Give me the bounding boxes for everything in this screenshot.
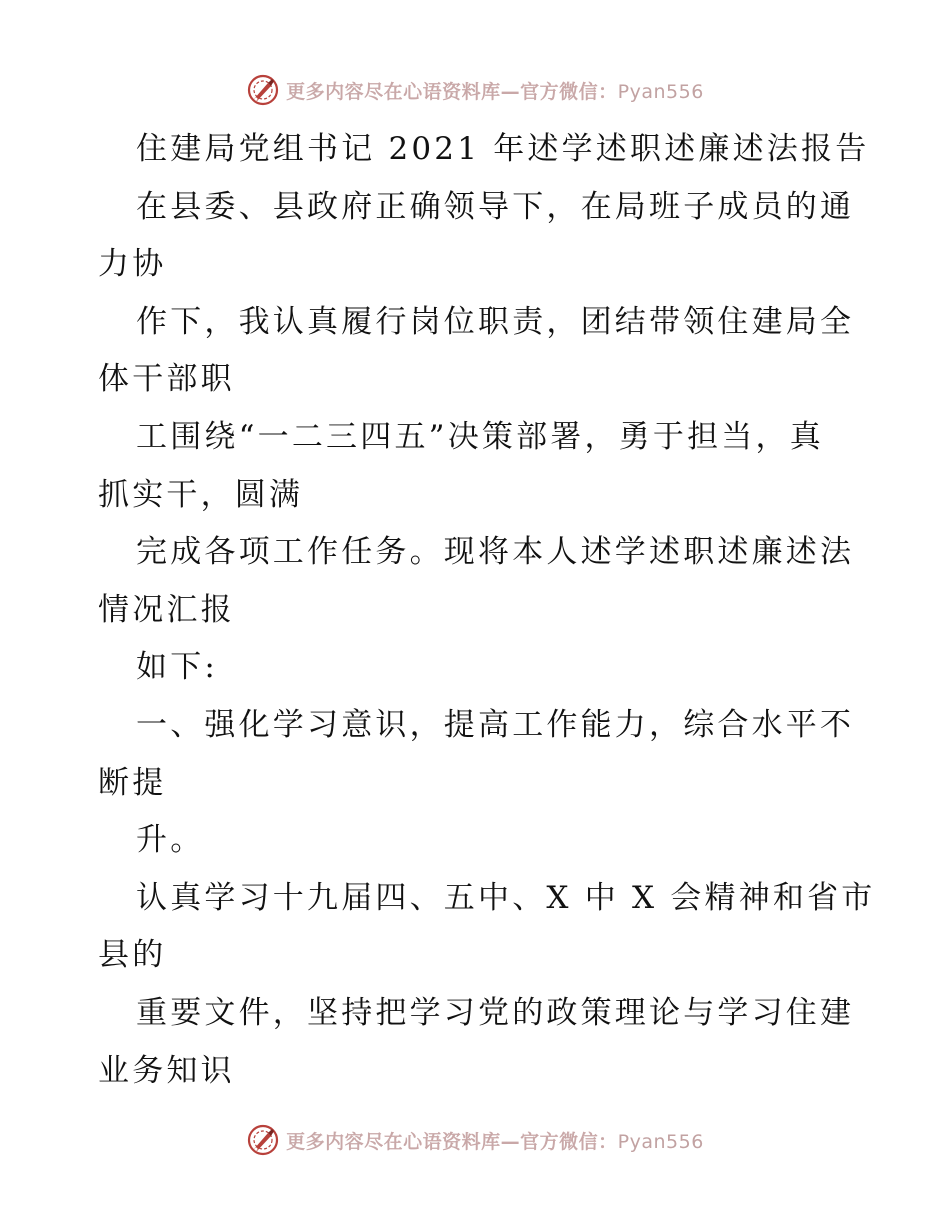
watermark-group <box>246 1123 704 1157</box>
fountain-pen-logo-icon <box>246 1123 280 1157</box>
section-heading-line: 断提 <box>98 764 167 801</box>
paragraph-line: 抓实干，圆满 <box>98 476 304 513</box>
watermark-wechat-id: Pyan556 <box>617 80 704 103</box>
paragraph-line: 认真学习十九届四、五中、X 中 X 会精神和省市 <box>136 879 876 916</box>
paragraph-line: 完成各项工作任务。现将本人述学述职述廉述法 <box>136 534 855 571</box>
watermark-slogan: 更多内容尽在心语资料库—官方微信： <box>286 80 618 103</box>
paragraph-line: 业务知识 <box>98 1052 235 1089</box>
document-body <box>98 121 876 1100</box>
paragraph-line: 在县委、县政府正确领导下，在局班子成员的通 <box>136 188 855 225</box>
paragraph-line: 体干部职 <box>98 361 235 398</box>
header-watermark <box>0 70 950 110</box>
paragraph-line: 力协 <box>98 246 167 283</box>
watermark-group <box>246 73 704 107</box>
paragraph-line: 县的 <box>98 937 167 974</box>
document-title-line: 住建局党组书记 2021 年述学述职述廉述法报告 <box>136 131 870 167</box>
watermark-wechat-id: Pyan556 <box>617 1130 704 1153</box>
paragraph-line: 重要文件，坚持把学习党的政策理论与学习住建 <box>136 994 855 1031</box>
paragraph-line: 情况汇报 <box>98 591 235 628</box>
watermark-text <box>286 77 704 104</box>
section-heading-line: 升。 <box>136 822 205 859</box>
paragraph-line: 作下，我认真履行岗位职责，团结带领住建局全 <box>136 303 855 340</box>
paragraph-line: 工围绕“一二三四五”决策部署，勇于担当，真 <box>136 418 824 455</box>
watermark-text <box>286 1127 704 1154</box>
footer-watermark <box>0 1120 950 1160</box>
watermark-slogan: 更多内容尽在心语资料库—官方微信： <box>286 1130 618 1153</box>
section-heading-line: 一、强化学习意识，提高工作能力，综合水平不 <box>136 706 855 743</box>
paragraph-line: 如下: <box>136 649 219 686</box>
fountain-pen-logo-icon <box>246 73 280 107</box>
